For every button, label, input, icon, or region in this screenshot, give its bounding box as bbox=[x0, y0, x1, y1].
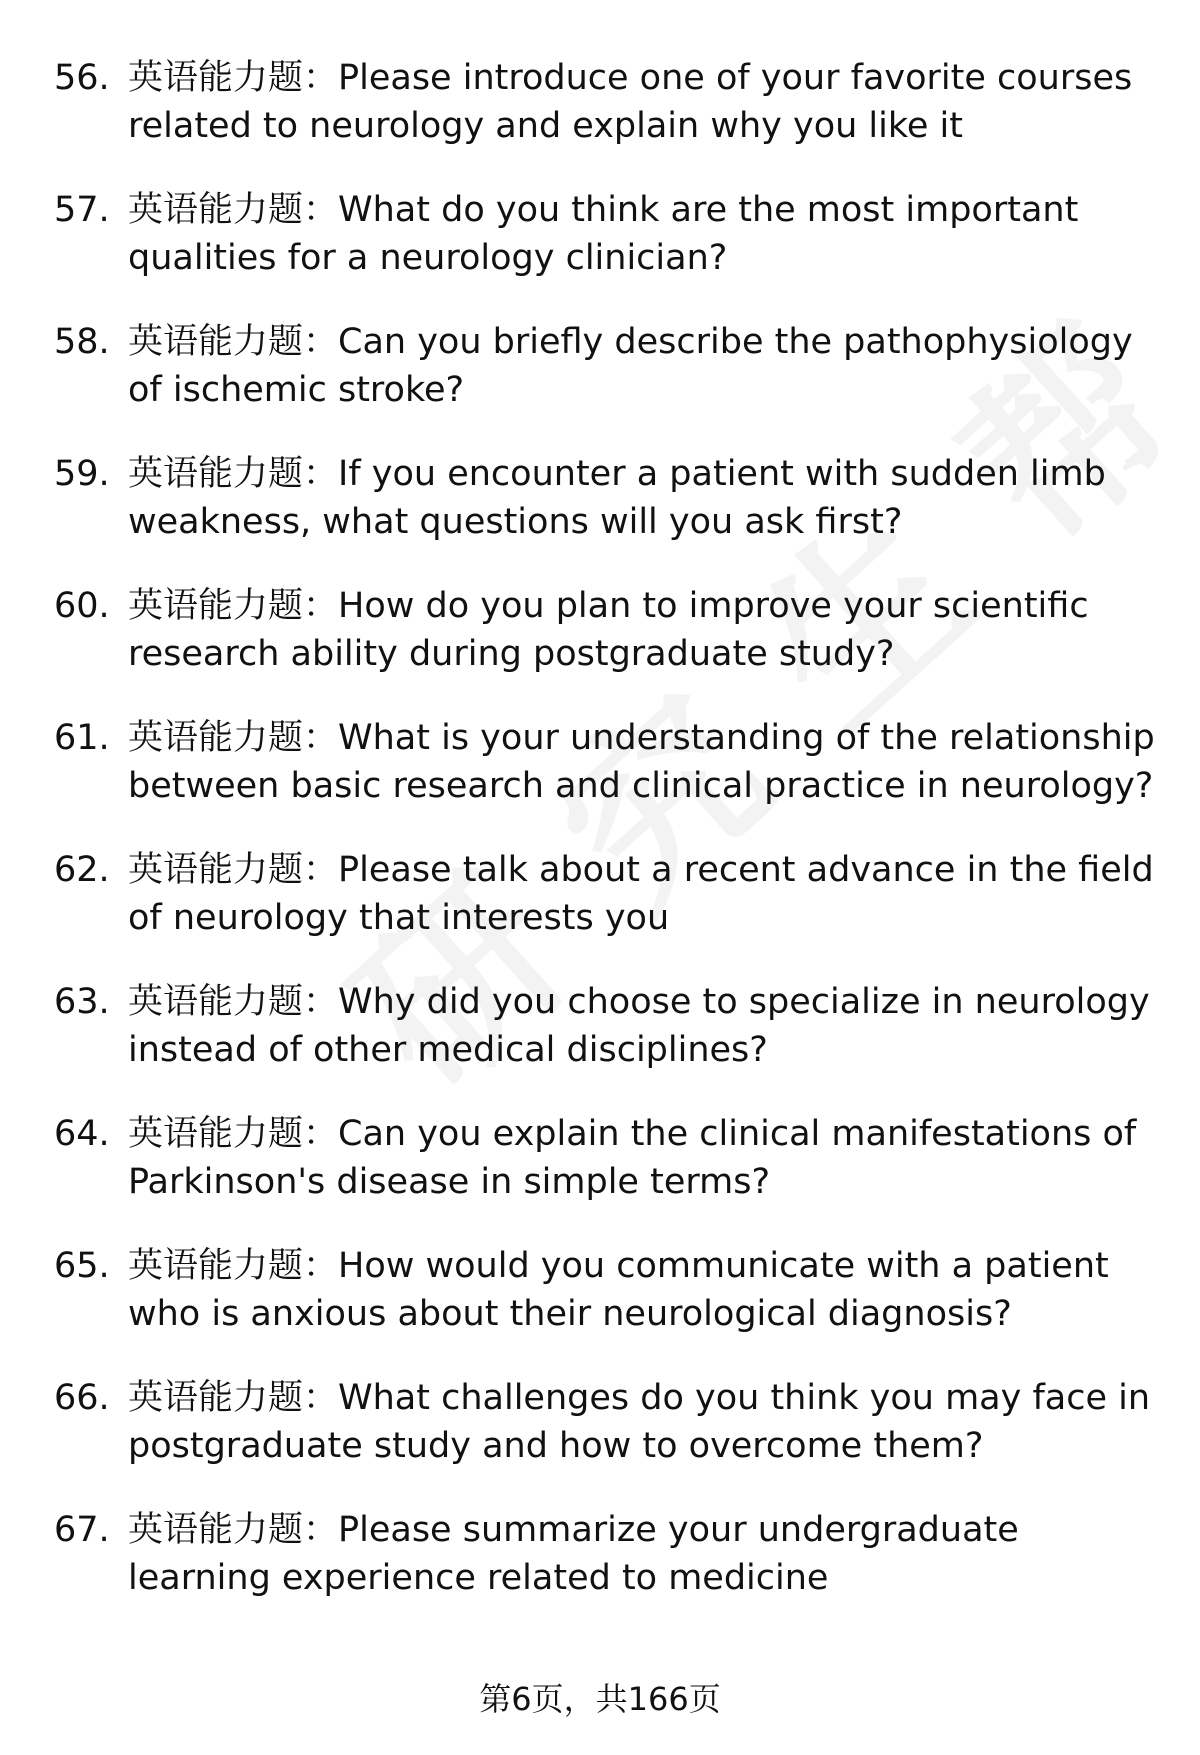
question-prefix: 英语能力题： bbox=[128, 454, 339, 494]
question-item bbox=[54, 54, 1164, 186]
question-list bbox=[54, 54, 1164, 1638]
question-prefix: 英语能力题： bbox=[128, 322, 339, 362]
question-body: If you encounter a patient with sudden limb weakness, what questions will you ask first? bbox=[128, 454, 1106, 542]
question-item bbox=[54, 186, 1164, 318]
question-text bbox=[128, 1110, 1164, 1206]
question-prefix: 英语能力题： bbox=[128, 1378, 339, 1418]
question-item bbox=[54, 582, 1164, 714]
question-item bbox=[54, 1242, 1164, 1374]
question-prefix: 英语能力题： bbox=[128, 1114, 339, 1154]
question-number: 61. bbox=[54, 718, 110, 758]
question-body: Can you explain the clinical manifestations of Parkinson's disease in simple terms? bbox=[128, 1114, 1137, 1202]
question-number: 62. bbox=[54, 850, 110, 890]
question-prefix: 英语能力题： bbox=[128, 718, 339, 758]
question-number: 59. bbox=[54, 454, 110, 494]
question-body: What do you think are the most important qualities for a neurology clinician? bbox=[128, 190, 1079, 278]
question-item bbox=[54, 978, 1164, 1110]
page-footer bbox=[0, 1677, 1200, 1721]
question-body: Please introduce one of your favorite courses related to neurology and explain why you like it bbox=[128, 58, 1133, 146]
question-prefix: 英语能力题： bbox=[128, 1510, 339, 1550]
question-body: What is your understanding of the relationship between basic research and clinical practice in neurology? bbox=[128, 718, 1155, 806]
page-number-label: 第6页，共166页 bbox=[479, 1680, 721, 1718]
question-number: 67. bbox=[54, 1510, 110, 1550]
question-item bbox=[54, 1110, 1164, 1242]
question-body: Please summarize your undergraduate learning experience related to medicine bbox=[128, 1510, 1019, 1598]
question-prefix: 英语能力题： bbox=[128, 58, 339, 98]
question-item bbox=[54, 318, 1164, 450]
question-text bbox=[128, 186, 1164, 282]
question-body: Please talk about a recent advance in the field of neurology that interests you bbox=[128, 850, 1154, 938]
question-number: 64. bbox=[54, 1114, 110, 1154]
question-number: 65. bbox=[54, 1246, 110, 1286]
question-text bbox=[128, 450, 1164, 546]
question-text bbox=[128, 846, 1164, 942]
question-body: What challenges do you think you may face in postgraduate study and how to overcome them? bbox=[128, 1378, 1151, 1466]
question-number: 63. bbox=[54, 982, 110, 1022]
question-item bbox=[54, 450, 1164, 582]
question-text bbox=[128, 978, 1164, 1074]
question-item bbox=[54, 846, 1164, 978]
question-item bbox=[54, 1506, 1164, 1638]
question-prefix: 英语能力题： bbox=[128, 586, 339, 626]
question-body: How would you communicate with a patient who is anxious about their neurological diagnosis? bbox=[128, 1246, 1109, 1334]
question-number: 58. bbox=[54, 322, 110, 362]
question-body: Can you briefly describe the pathophysiology of ischemic stroke? bbox=[128, 322, 1133, 410]
question-text bbox=[128, 54, 1164, 150]
question-text bbox=[128, 1242, 1164, 1338]
question-number: 60. bbox=[54, 586, 110, 626]
question-number: 57. bbox=[54, 190, 110, 230]
question-text bbox=[128, 318, 1164, 414]
question-text bbox=[128, 1374, 1164, 1470]
question-text bbox=[128, 582, 1164, 678]
question-body: Why did you choose to specialize in neurology instead of other medical disciplines? bbox=[128, 982, 1150, 1070]
question-item bbox=[54, 1374, 1164, 1506]
question-item bbox=[54, 714, 1164, 846]
question-number: 56. bbox=[54, 58, 110, 98]
question-body: How do you plan to improve your scientific research ability during postgraduate study? bbox=[128, 586, 1089, 674]
question-prefix: 英语能力题： bbox=[128, 982, 339, 1022]
question-text bbox=[128, 714, 1164, 810]
question-prefix: 英语能力题： bbox=[128, 1246, 339, 1286]
question-text bbox=[128, 1506, 1164, 1602]
question-prefix: 英语能力题： bbox=[128, 190, 339, 230]
question-prefix: 英语能力题： bbox=[128, 850, 339, 890]
question-number: 66. bbox=[54, 1378, 110, 1418]
